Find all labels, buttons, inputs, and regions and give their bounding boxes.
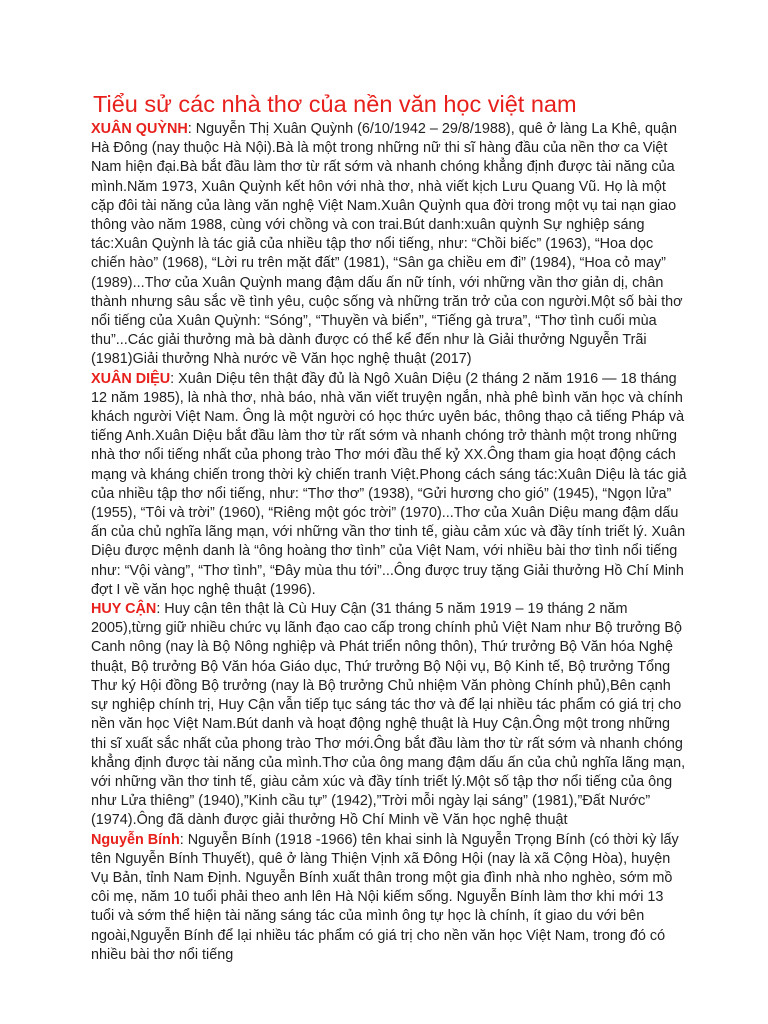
bio-xuan-quynh: [91, 120, 689, 370]
bio-nguyen-binh: [91, 831, 689, 965]
poet-name: XUÂN QUỲNH: [91, 121, 188, 137]
bio-text: : Nguyễn Bính (1918 -1966) tên khai sinh là Nguyễn Trọng Bính (có thời kỳ lấy tên Nguyễn Bính Thuyết), quê ở làng Thiện Vịnh xã Đông Hội (nay là xã Cộng Hòa), huyện Vụ Bản, tỉnh Nam Định. Nguyễn Bính xuất thân trong một gia đình nhà nho nghèo, sớm mồ côi mẹ, năm 10 tuổi phải theo anh lên Hà Nội kiếm sống. Nguyễn Bính làm thơ khi mới 13 tuổi và sớm thể hiện tài năng sáng tác của mình ông tự học là chính, ít giao du với bên ngoài,Nguyễn Bính để lại nhiều tác phẩm có giá trị cho nền văn học Việt Nam, trong đó có nhiều bài thơ nổi tiếng: [91, 831, 679, 963]
bio-text: : Nguyễn Thị Xuân Quỳnh (6/10/1942 – 29/8/1988), quê ở làng La Khê, quận Hà Đông (nay thuộc Hà Nội).Bà là một trong những nữ thi sĩ hàng đầu của nền thơ ca Việt Nam hiện đại.Bà bắt đầu làm thơ từ rất sớm và nhanh chóng khẳng định được tài năng của mình.Năm 1973, Xuân Quỳnh kết hôn với nhà thơ, nhà viết kịch Lưu Quang Vũ. Họ là một cặp đôi tài năng của làng văn nghệ Việt Nam.Xuân Quỳnh qua đời trong một vụ tai nạn giao thông vào năm 1988, cùng với chồng và con trai.Bút danh:xuân quỳnh Sự nghiệp sáng tác:Xuân Quỳnh là tác giả của nhiều tập thơ nổi tiếng, như: “Chồi biếc” (1963), “Hoa dọc chiến hào” (1968), “Lời ru trên mặt đất” (1981), “Sân ga chiều em đi” (1984), “Hoa cỏ may” (1989)...Thơ của Xuân Quỳnh mang đậm dấu ấn nữ tính, với những vần thơ giản dị, chân thành nhưng sâu sắc về tình yêu, cuộc sống và những trăn trở của con người.Một số bài thơ nổi tiếng của Xuân Quỳnh: “Sóng”, “Thuyền và biển”, “Tiếng gà trưa”, “Thơ tình cuối mùa thu”...Các giải thưởng mà bà dành được có thể kể đến như là Giải thưởng Nguyễn Trãi (1981)Giải thưởng Nhà nước về Văn học nghệ thuật (2017): [91, 121, 683, 368]
bio-xuan-dieu: [91, 370, 689, 600]
bio-text: : Huy cận tên thật là Cù Huy Cận (31 tháng 5 năm 1919 – 19 tháng 2 năm 2005),từng giữ nhiều chức vụ lãnh đạo cao cấp trong chính phủ Việt Nam như Bộ trưởng Bộ Canh nông (nay là Bộ Nông nghiệp và Phát triển nông thôn), Thứ trưởng Bộ Văn hóa Nghệ thuật, Bộ trưởng Bộ Văn hóa Giáo dục, Thứ trưởng Bộ Nội vụ, Bộ Kinh tế, Bộ trưởng Tổng Thư ký Hội đồng Bộ trưởng (nay là Bộ trưởng Chủ nhiệm Văn phòng Chính phủ),Bên cạnh sự nghiệp chính trị, Huy Cận vẫn tiếp tục sáng tác thơ và để lại nhiều tác phẩm có giá trị cho nền văn học Việt Nam.Bút danh và hoạt động nghệ thuật là Huy Cận.Ông một trong những thi sĩ xuất sắc nhất của phong trào Thơ mới.Ông bắt đầu làm thơ từ rất sớm và nhanh chóng khẳng định được tài năng của mình.Thơ của ông mang đậm dấu ấn của chủ nghĩa lãng mạn, với những vần thơ tinh tế, giàu cảm xúc và đầy tính triết lý.Một số tập thơ nổi tiếng của ông như Lửa thiêng” (1940),”Kinh cầu tự” (1942),”Trời mỗi ngày lại sáng” (1981),”Đất Nước” (1974).Ông đã dành được giải thưởng Hồ Chí Minh về Văn học nghệ thuật: [91, 601, 686, 829]
poet-name: XUÂN DIỆU: [91, 370, 171, 387]
document-body: [91, 120, 689, 965]
poet-name: HUY CẬN: [91, 601, 157, 618]
document-title: Tiểu sử các nhà thơ của nền văn học việt nam: [93, 91, 577, 117]
bio-huy-can: [91, 600, 689, 830]
poet-name: Nguyễn Bính: [91, 831, 180, 848]
bio-text: : Xuân Diệu tên thật đầy đủ là Ngô Xuân Diệu (2 tháng 2 năm 1916 — 18 tháng 12 năm 1985), là nhà thơ, nhà báo, nhà văn viết truyện ngắn, nhà phê bình văn học và chính khách người Việt Nam. Ông là một người có học thức uyên bác, thông thạo cả tiếng Pháp và tiếng Anh.Xuân Diệu bắt đầu làm thơ từ rất sớm và nhanh chóng trở thành một trong những nhà thơ nổi tiếng nhất của phong trào Thơ mới đầu thế kỷ XX.Ông tham gia hoạt động cách mạng và kháng chiến trong thời kỳ chiến tranh Việt.Phong cách sáng tác:Xuân Diệu là tác giả của nhiều tập thơ nổi tiếng, như: “Thơ thơ” (1938), “Gửi hương cho gió” (1945), “Ngọn lửa” (1955), “Tôi và trời” (1960), “Riêng một góc trời” (1970)...Thơ của Xuân Diệu mang đậm dấu ấn của chủ nghĩa lãng mạn, với những vần thơ tinh tế, giàu cảm xúc và đầy tính triết lý. Xuân Diệu được mệnh danh là “ông hoàng thơ tình” của Việt Nam, với nhiều bài thơ tình nổi tiếng như: “Vội vàng”, “Thơ tình”, “Đây mùa thu tới”...Ông được truy tặng Giải thưởng Hồ Chí Minh đợt I về văn học nghệ thuật (1996).: [91, 370, 687, 598]
